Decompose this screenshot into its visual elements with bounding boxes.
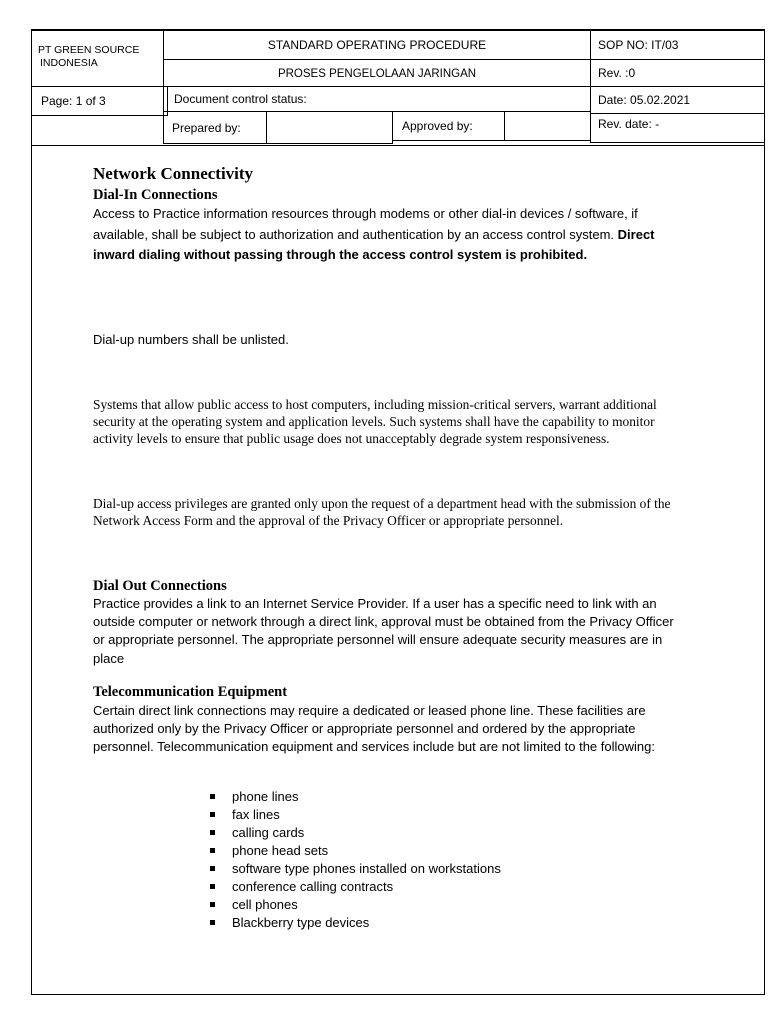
approved-by-value-cell <box>504 111 591 141</box>
unlisted-numbers-text: Dial-up numbers shall be unlisted. <box>93 332 289 347</box>
bullet-icon <box>210 902 215 907</box>
list-item-text: software type phones installed on workstations <box>232 861 501 876</box>
date: Date: 05.02.2021 <box>598 93 691 107</box>
dial-out-paragraph: Practice provides a link to an Internet Service Provider. If a user has a specific need to link with an outside computer or network through a direct link, approval must be obtained from the Privacy Officer or appropriate personnel. The appropriate personnel will ensure adequate security measures are in place <box>93 596 674 666</box>
process-title: PROSES PENGELOLAAN JARINGAN <box>277 68 477 80</box>
bullet-icon <box>210 848 215 853</box>
telecom-paragraph: Certain direct link connections may require a dedicated or leased phone line. These facilities are authorized only by the Privacy Officer or appropriate personnel and ordered by the appropriate personnel. Telecommunication equipment and services include but are not limited to the following: <box>93 703 655 755</box>
company-name-line1: PT GREEN SOURCE <box>38 44 140 56</box>
dial-in-paragraph <box>93 204 678 266</box>
list-item <box>232 914 501 932</box>
section-title: Network Connectivity <box>93 164 254 183</box>
list-item-text: phone head sets <box>232 843 329 858</box>
company-name <box>38 44 139 70</box>
doc-type-title: STANDARD OPERATING PROCEDURE <box>267 38 487 52</box>
list-item <box>232 896 501 914</box>
list-item-text: cell phones <box>232 897 298 912</box>
bullet-icon <box>210 884 215 889</box>
equipment-list <box>232 788 501 932</box>
list-item-text: conference calling contracts <box>232 879 394 894</box>
dial-out-heading: Dial Out Connections <box>93 578 227 594</box>
list-item-text: phone lines <box>232 789 299 804</box>
bullet-icon <box>210 866 215 871</box>
list-item <box>232 806 501 824</box>
bullet-icon <box>210 812 215 817</box>
header-divider <box>31 145 765 146</box>
company-name-line2: INDONESIA <box>40 57 98 69</box>
list-item <box>232 788 501 806</box>
dial-in-heading: Dial-In Connections <box>93 187 218 203</box>
page-number: Page: 1 of 3 <box>41 94 106 108</box>
dial-in-text: Access to Practice information resources through modems or other dial-in devices / software, if available, shall be subject to authorization and authentication by an access control system. <box>93 206 638 242</box>
revision-date: Rev. date: - <box>598 117 660 131</box>
dial-in-prohibition: Direct inward dialing without passing through the access control system is prohibited. <box>93 226 655 263</box>
list-item <box>232 824 501 842</box>
bullet-icon <box>210 920 215 925</box>
doc-control-status: Document control status: <box>174 92 307 106</box>
list-item-text: Blackberry type devices <box>232 915 370 930</box>
telecom-heading: Telecommunication Equipment <box>93 684 288 700</box>
revision: Rev. :0 <box>598 66 636 80</box>
list-item <box>232 842 501 860</box>
list-item <box>232 860 501 878</box>
list-item-text: fax lines <box>232 807 280 822</box>
bullet-icon <box>210 830 215 835</box>
sop-number: SOP NO: IT/03 <box>598 38 679 52</box>
prepared-by-label: Prepared by: <box>172 121 241 135</box>
prepared-by-value-cell <box>266 111 393 144</box>
list-item-text: calling cards <box>232 825 305 840</box>
public-access-paragraph: Systems that allow public access to host computers, including mission-critical servers, warrant additional security at the operating system and application levels. Such systems shall have the capability to monitor activity levels to ensure that public usage does not unacceptably degrade system responsiveness. <box>93 397 657 446</box>
approved-by-label: Approved by: <box>402 119 473 133</box>
list-item <box>232 878 501 896</box>
bullet-icon <box>210 794 215 799</box>
dial-up-privileges-paragraph: Dial-up access privileges are granted only upon the request of a department head with the submission of the Network Access Form and the approval of the Privacy Officer or appropriate personnel. <box>93 496 671 528</box>
